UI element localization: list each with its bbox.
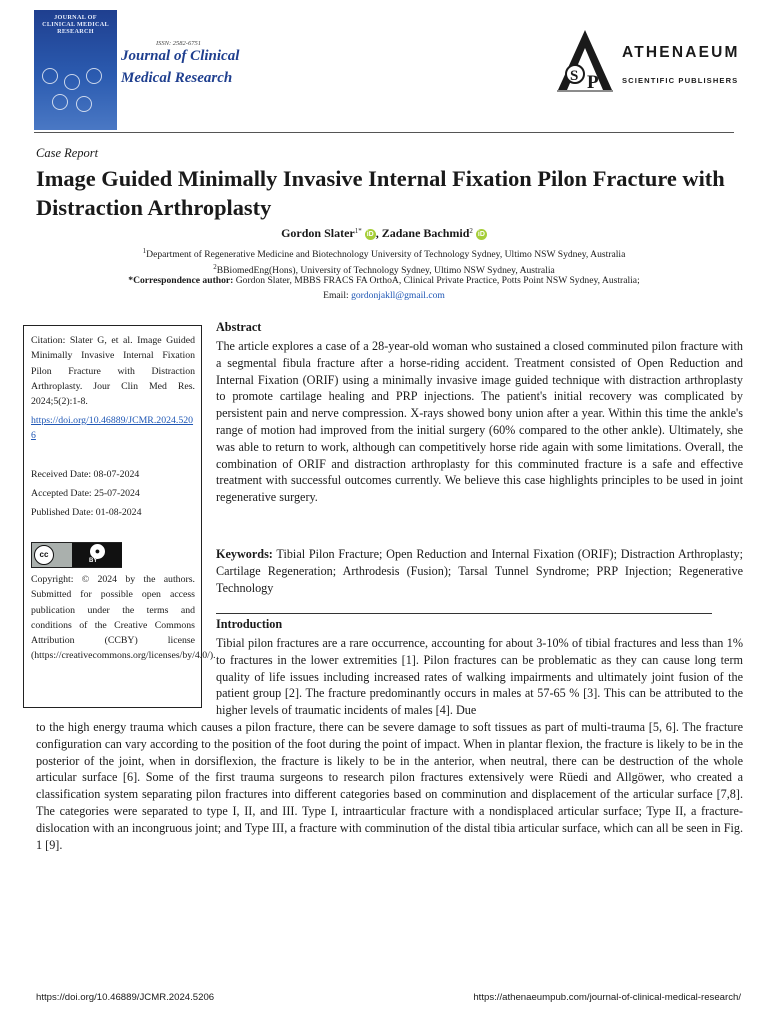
published-date: Published Date: 01-08-2024 [31,507,142,518]
svg-text:P: P [587,72,599,92]
article-type: Case Report [36,146,99,160]
abstract-text: The article explores a case of a 28-year-old woman who sustained a closed comminuted pilon fracture with a segmental fibula fracture after a horse-riding accident. Treatment consisted of Open Reduction and Internal Fixation (ORIF) using a minimally invasive image guided technique with distraction arthroplasty to promote cartilage healing and PRP injections. The patient's initial recovery was complicated by persistent pain and nerve compression. X-rays showed bony union after a year. Within this time the ankle's range of motion had improved from the initial surgery (60% compared to the other ankle). Ultimately, she was able to return to work, although can competitively horse ride again with some limitations. Overall, the combination of ORIF and distraction arthroplasty for this comminuted fracture is a safe and effective treatment with successful outcomes currently. We believe this case highlights principles to be used in joint regenerative surgery. [216,339,743,505]
correspondence-label: *Correspondence author: [128,275,234,286]
accepted-date: Accepted Date: 25-07-2024 [31,488,140,499]
citation-text: Citation: Slater G, et al. Image Guided Minimally Invasive Internal Fixation Pilon Fracture with Distraction Arthroplasty. Jour Clin Med Res. 2024;5(2):1-8. [31,335,195,408]
cc-icon: cc [34,545,54,565]
footer-journal-link[interactable]: https://athenaeumpub.com/journal-of-clinical-medical-research/ [473,992,741,1003]
keywords-paragraph [216,546,743,596]
received-date: Received Date: 08-07-2024 [31,469,140,480]
orcid-icon[interactable]: iD [366,231,374,238]
svg-text:S: S [570,68,579,84]
by-label: BY [89,558,98,564]
attribution-person-icon: ● [89,543,106,560]
email-line [0,289,768,302]
footer-doi-link[interactable]: https://doi.org/10.46889/JCMR.2024.5206 [36,992,215,1003]
publisher-subtitle: SCIENTIFIC PUBLISHERS [622,76,739,85]
author-superscript: 1* [354,227,362,235]
journal-cover-image [34,10,117,130]
author-line [0,226,768,241]
header-divider [34,132,734,133]
athenaeum-logo-icon[interactable] [555,30,615,92]
correspondence-line [0,274,768,287]
author-superscript: 2 [469,227,473,235]
affiliation-superscript: 1 [142,247,147,255]
author-separator: , [375,226,382,240]
affiliation-text: BBiomedEng(Hons), University of Technology Sydney, Ultimo NSW Sydney, Australia [216,265,555,276]
copyright-text: Copyright: © 2024 by the authors. Submitted for possible open access publication under the terms and conditions of the Creative Commons Attribution (CCBY) license (https://creativecommons.org/licenses/by/4.0/). [31,574,216,662]
author-name: Zadane Bachmid [381,226,470,240]
publisher-name: ATHENAEUM [622,44,740,61]
affiliation-superscript: 2 [213,263,217,271]
author-name: Gordon Slater [281,226,355,240]
journal-name[interactable] [121,45,281,89]
journal-name-line1: Journal of Clinical [121,48,240,64]
introduction-paragraph-narrow: Tibial pilon fractures are a rare occurrence, accounting for about 3-10% of tibial fractures and less than 1% to fractures in the lower extremities [1]. Pilon fractures can be problematic as they can cause long term quality of life issues including increased rates of walking impairments and ultimately joint fusion of the patient group [2]. The fracture predominantly occurs in males at 57-65 % [3]. This can be attributed to the higher levels of traumatic incidents of males [4]. Due [216,636,743,718]
email-label: Email: [323,290,352,301]
email-link[interactable]: gordonjakll@gmail.com [351,290,445,301]
orcid-icon[interactable]: iD [477,231,485,238]
affiliation-1 [0,245,768,261]
introduction-heading: Introduction [216,617,283,631]
article-info-sidebar [23,325,216,708]
affiliation-text: Department of Regenerative Medicine and Biotechnology University of Technology Sydney, Ultimo NSW Sydney, Australia [146,249,626,260]
article-title: Image Guided Minimally Invasive Internal Fixation Pilon Fracture with Distraction Arthroplasty [36,166,725,220]
journal-name-line2: Medical Research [121,70,233,86]
cover-title: JOURNAL OF CLINICAL MEDICAL RESEARCH [42,14,109,35]
introduction-paragraph-wide: to the high energy trauma which causes a pilon fracture, there can be severe damage to soft tissues as part of multi-trauma [5, 6]. The fracture configuration can vary according to the position of the foot during the point of impact. When in plantar flexion, the fracture is likely to be in the posterior of the joint, when in dorsiflexion, the fracture is likely to be in the anterior, when neutral, there can be destruction of the whole articular surface [6]. Some of the first trauma surgeons to research pilon fractures extensively were Rüedi and Allgöwer, who created a classification system separating pilon fractures into different categories based on comminution and displacement of the articular surface [7,8]. The categories were separated to type I, II, and III. Type I, intraarticular fracture with a nondisplaced articular surface; Type II, a fracture-dislocation with an incongruous joint; and Type III, a fracture with comminution of the distal tibia articular surface, which can all be seen in Fig. 1 [9]. [36,720,743,852]
issn-label: ISSN: 2582-6751 [156,40,201,47]
doi-link[interactable]: https://doi.org/10.46889/JCMR.2024.5206 [31,415,194,442]
cc-by-license-icon[interactable] [31,542,122,568]
correspondence-text: Gordon Slater, MBBS FRACS FA OrthoA, Clinical Private Practice, Potts Point NSW Sydney, Australia; [233,275,640,286]
keywords-text: Tibial Pilon Fracture; Open Reduction and Internal Fixation (ORIF); Distraction Arthroplasty; Cartilage Regeneration; Arthrodesis (Fusion); Tarsal Tunnel Syndrome; PRP Injection; Regenerative Technology [216,547,743,595]
abstract-heading: Abstract [216,320,262,334]
introduction-divider [216,613,712,614]
keywords-label: Keywords: [216,547,273,561]
